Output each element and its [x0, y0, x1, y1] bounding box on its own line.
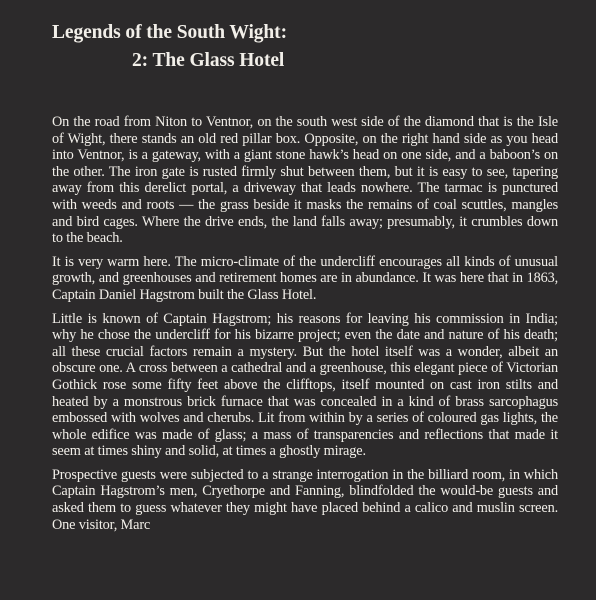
- paragraph: Prospective guests were subjected to a strange interrogation in the billiard room, in which Captain Hagstrom’s men, Cryethorpe and Fanning, blindfolded the would-be guests and asked them to guess whatever they might have placed behind a calico and muslin screen. One visitor, Marc: [52, 466, 558, 533]
- paragraph: It is very warm here. The micro-climate of the undercliff encourages all kinds of unusual growth, and greenhouses and retirement homes are in abundance. It was here that in 1863, Captain Daniel Hagstrom built the Glass Hotel.: [52, 253, 558, 303]
- article-body: [52, 114, 558, 540]
- paragraph: On the road from Niton to Ventnor, on the south west side of the diamond that is the Isle of Wight, there stands an old red pillar box. Opposite, on the right hand side as you head into Ventnor, is a gateway, with a giant stone hawk’s head on one side, and a baboon’s on the other. The iron gate is rusted firmly shut between them, but it is easy to see, tapering away from this derelict portal, a driveway that leads nowhere. The tarmac is punctured with weeds and roots — the grass beside it masks the remains of coal scuttles, mangles and bird cages. Where the drive ends, the land falls away; presumably, it crumbles down to the beach.: [52, 114, 558, 247]
- title-block: [52, 21, 552, 73]
- paragraph: Little is known of Captain Hagstrom; his reasons for leaving his commission in India; why he chose the undercliff for his bizarre project; even the date and nature of his death; all these crucial factors remain a mystery. But the hotel itself was a wonder, albeit an obscure one. A cross between a cathedral and a greenhouse, this elegant piece of Victorian Gothick rose some fifty feet above the clifftops, itself mounted on cast iron stilts and heated by a monstrous brick furnace that was concealed in a kind of brass sarcophagus embossed with wolves and cherubs. Lit from within by a series of coloured gas lights, the whole edifice was made of glass; a mass of transparencies and reflections that made it seem at times shiny and solid, at times a ghostly mirage.: [52, 310, 558, 460]
- series-title: Legends of the South Wight:: [52, 22, 287, 43]
- chapter-title: 2: The Glass Hotel: [132, 50, 285, 71]
